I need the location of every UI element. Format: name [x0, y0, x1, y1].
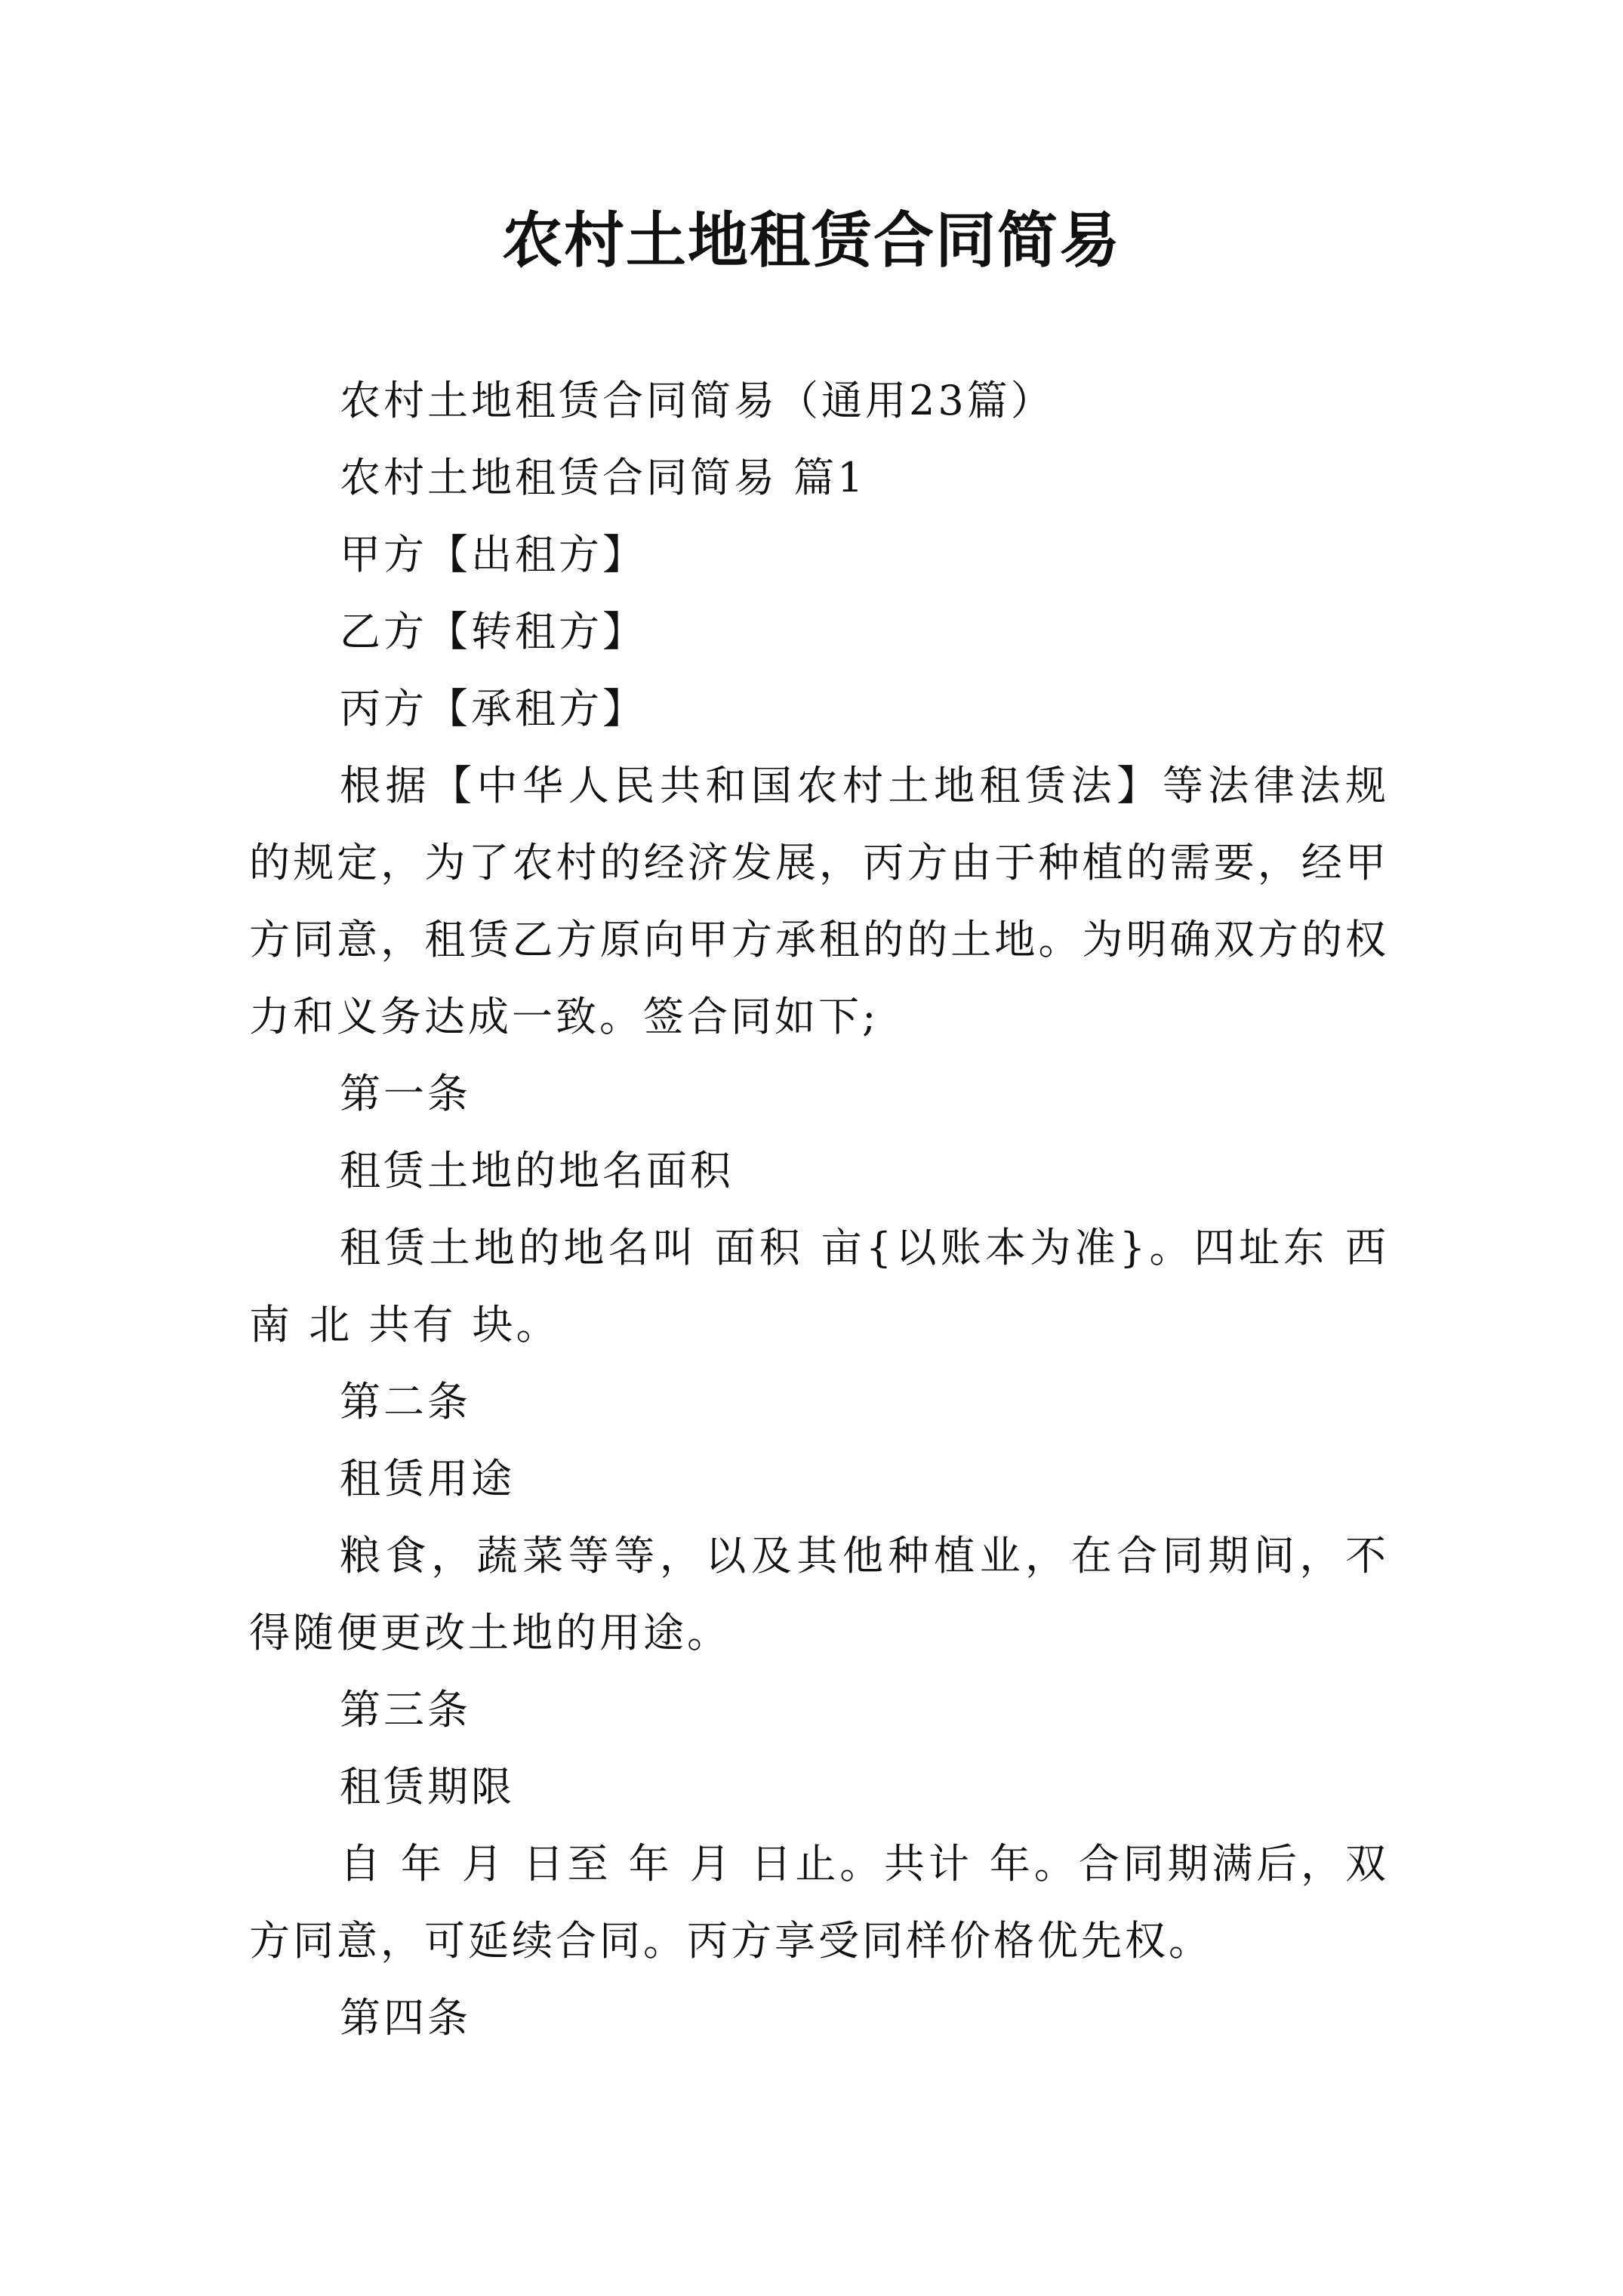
article-2-title: 租赁用途	[340, 1455, 515, 1502]
document-title: 农村土地租赁合同简易	[502, 205, 1121, 276]
document-body	[249, 362, 1406, 2057]
article-4-heading: 第四条	[340, 1994, 471, 2042]
subtitle-paragraph: 农村土地租赁合同简易（通用23篇）	[340, 377, 1055, 424]
party-c-line: 丙方【承租方】	[340, 685, 646, 732]
party-a-line: 甲方【出租方】	[340, 531, 646, 578]
section-heading: 农村土地租赁合同简易 篇1	[340, 454, 867, 501]
article-3-heading: 第三条	[340, 1686, 471, 1734]
party-b-line: 乙方【转租方】	[340, 608, 646, 655]
article-1-body: 租赁土地的地名叫 面积 亩{以账本为准}。四址东 西 南 北 共有 块。	[249, 1224, 1406, 1348]
article-2-body: 粮食，蔬菜等等，以及其他种植业，在合同期间，不得随便更改土地的用途。	[249, 1532, 1389, 1657]
article-3-title: 租赁期限	[340, 1763, 515, 1811]
article-1-title: 租赁土地的地名面积	[340, 1147, 734, 1194]
preamble-paragraph: 根据【中华人民共和国农村土地租赁法】等法律法规的规定，为了农村的经济发展，丙方由于种植的需要，经甲方同意，租赁乙方原向甲方承租的的土地。为明确双方的权力和义务达成一致。签合同如下;	[249, 762, 1389, 1040]
article-3-body: 自 年 月 日至 年 月 日止。共计 年。合同期满后，双方同意，可延续合同。丙方享受同样价格优先权。	[249, 1840, 1389, 1965]
article-2-heading: 第二条	[340, 1378, 471, 1425]
article-1-heading: 第一条	[340, 1070, 471, 1117]
